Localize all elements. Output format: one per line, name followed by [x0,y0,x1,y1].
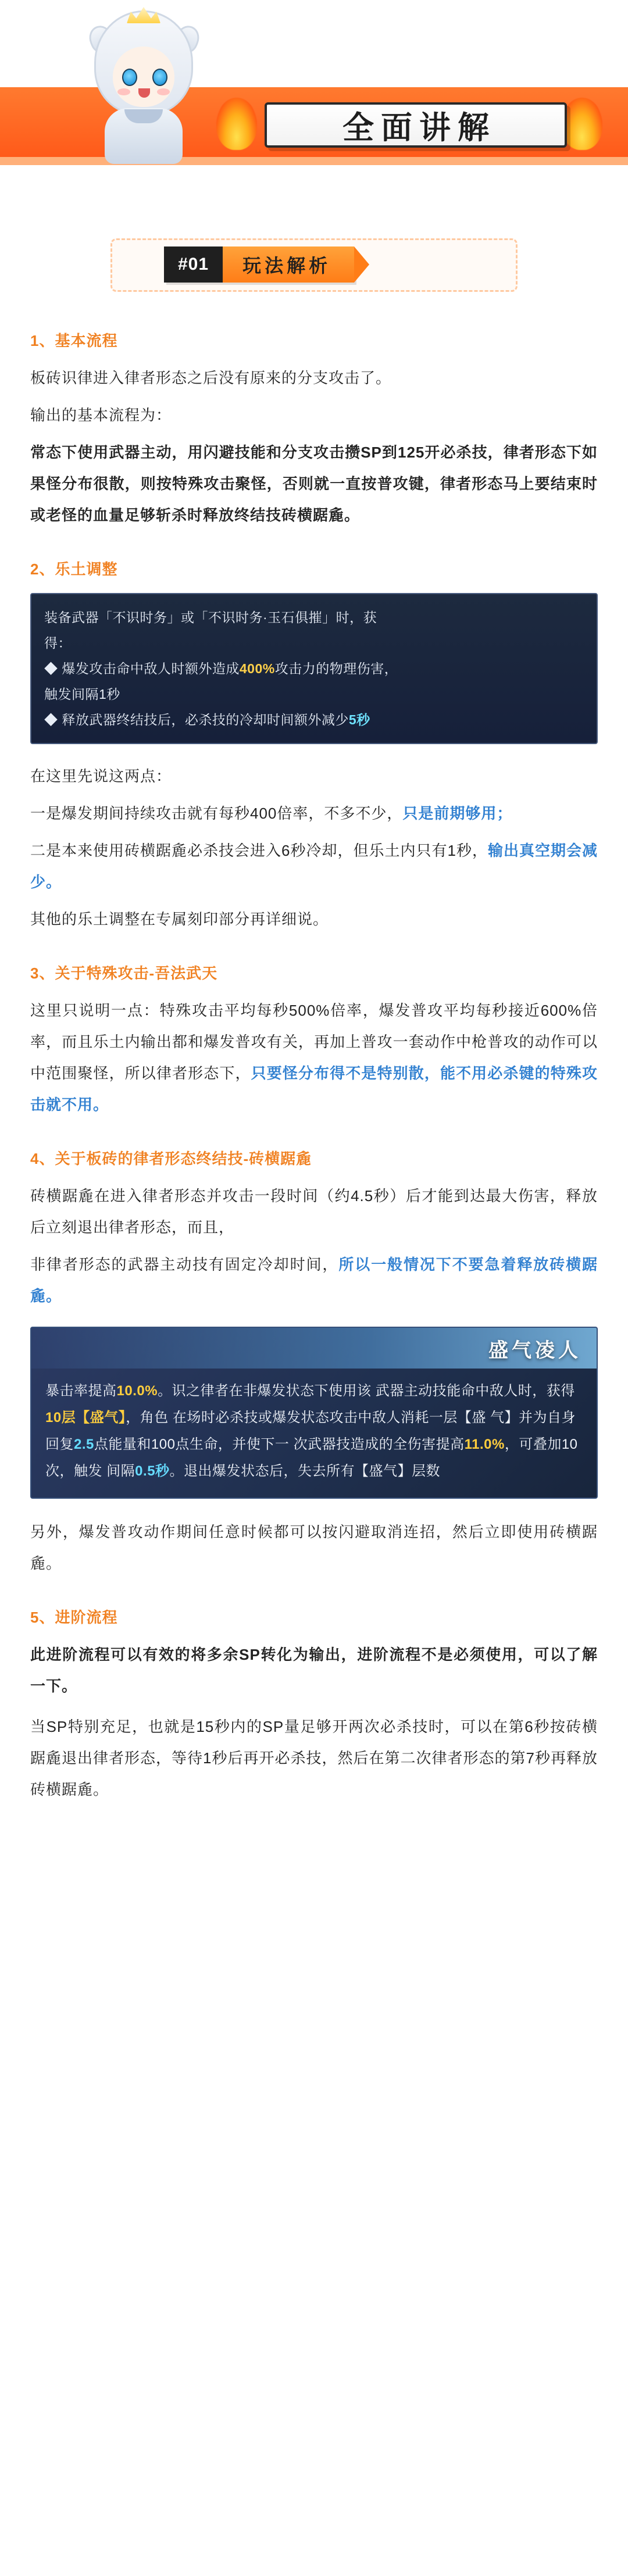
paragraph-emphasis: 只是前期够用； [402,805,513,822]
avatar-blush-left [117,88,130,95]
character-avatar [71,6,216,163]
avatar-eye-right [152,69,167,86]
skill-text: ，可叠加10次，触发 [45,1437,578,1479]
skill-text: 暴击率提高 [45,1383,117,1399]
paragraph: 输出的基本流程为： [30,406,172,424]
skill-value: 11.0% [464,1437,505,1452]
paragraph-emphasis: 所以一般情况下不要急着释放砖横踞麁。 [30,1256,598,1305]
paragraph: 在这里先说这两点： [30,767,172,785]
section-chip-inner [164,246,354,283]
tooltip-line [44,707,584,733]
paragraph-text: 二是本来使用砖横踞麁必杀技会进入6秒冷却，但乐土内只有1秒， [30,842,488,859]
paragraph-emphasis: 只要怪分布得不是特别散，能不用必杀键的特殊攻击就不用。 [30,1064,598,1113]
article-body [0,296,628,1846]
skill-text: 气】并为自身回复 [45,1410,576,1452]
tooltip-text: 装备武器「不识时务」或「不识时务·玉石俱摧」时，获 [44,610,377,625]
page-title [265,102,567,148]
section-chip [110,234,518,296]
skill-line [173,1410,490,1425]
paragraph [30,995,598,1120]
paragraph-highlight: 此进阶流程可以有效的将多余SP转化为输出，进阶流程不是必须使用，可以了解一下。 [30,1646,598,1695]
paragraph-text: 这里只说明一点：特殊攻击平均每秒500%倍率，爆发普攻平均每秒接近600%倍率，而且乐土内输出都和爆发普攻有关，再加上普攻一套动作中枪普攻的动作可以中范围聚怪，所以律者形态下， [30,1002,598,1082]
paragraph: 板砖识律进入律者形态之后没有原来的分支攻击了。 [30,369,392,387]
paragraph-highlight: 常态下使用武器主动，用闪避技能和分支攻击攒SP到125开必杀技，律者形态下如果怪分布很散，则按特殊攻击聚怪，否则就一直按普攻键，律者形态马上要结束时或老怪的血量足够斩杀时释放终结技砖横踞麁。 [30,444,598,524]
skill-text: 在场时必杀技或爆发状态攻击中敌人消耗一层【盛 [172,1410,486,1425]
skill-text: ，角色 [126,1410,169,1425]
skill-description [31,1369,597,1498]
skill-text: 点能量和100点生命，并使下一 [94,1437,290,1452]
heading-special-attack: 3、关于特殊攻击-吾法武天 [30,964,218,982]
flame-left-icon [216,98,257,150]
skill-value: 0.5秒 [135,1463,170,1479]
flame-right-icon [562,98,602,150]
paragraph: 其他的乐土调整在专属刻印部分再详细说。 [30,910,329,928]
paragraph: 砖横踞麁在进入律者形态并攻击一段时间（约4.5秒）后才能到达最大伤害，释放后立刻退出律者形态，而且， [30,1187,598,1236]
tooltip-value: 5秒 [348,712,370,727]
skill-line [106,1463,440,1479]
tooltip-line [44,630,584,656]
paragraph-text: 一是爆发期间持续攻击就有每秒400倍率，不多不少， [30,805,403,822]
tooltip-line [44,681,584,707]
section-label: 玩法解析 [223,246,354,283]
skill-text: 次武器技造成的全伤害提高 [293,1437,465,1452]
paragraph-emphasis: 输出真空期会减少。 [30,842,598,891]
skill-line [45,1383,376,1399]
page-header [0,0,628,221]
heading-advanced-flow: 5、进阶流程 [30,1609,118,1626]
skill-text: 武器主动技能命中敌人时，获得 [375,1383,575,1399]
skill-text: 间隔 [106,1463,135,1479]
tooltip-text: ◆ 释放武器终结技后，必杀技的冷却时间额外减少 [44,712,349,727]
tooltip-line [44,605,584,630]
weapon-skill-card [30,1327,598,1499]
heading-ultimate: 4、关于板砖的律者形态终结技-砖横踞麁 [30,1150,312,1167]
paragraph [30,798,598,829]
avatar-eye-left [122,69,137,86]
page-title-text: 全面讲解 [342,110,496,145]
crown-icon [127,7,160,23]
skill-text: 。识之律者在非爆发状态下使用该 [158,1383,372,1399]
skill-value: 10.0% [116,1383,158,1399]
weapon-effect-tooltip [30,593,598,744]
tooltip-text: 得： [44,635,72,651]
paragraph [30,835,598,898]
tooltip-text: 触发间隔1秒 [44,687,120,702]
paragraph: 另外，爆发普攻动作期间任意时候都可以按闪避取消连招，然后立即使用砖横踞麁。 [30,1523,598,1572]
tooltip-text: 攻击力的物理伤害， [274,661,398,676]
skill-value: 10层【盛气】 [45,1410,126,1425]
paragraph-text: 非律者形态的武器主动技有固定冷却时间， [30,1256,339,1273]
skill-card-header [31,1328,597,1369]
skill-text: 。退出爆发状态后，失去所有【盛气】层数 [169,1463,441,1479]
section-number: #01 [164,246,223,283]
avatar-blush-right [157,88,170,95]
skill-name: 盛气凌人 [488,1339,581,1362]
tooltip-value: 400% [239,661,275,676]
paragraph [30,1249,598,1312]
heading-paradise-adjust: 2、乐土调整 [30,560,118,578]
tooltip-line [44,656,584,681]
paragraph: 当SP特别充足，也就是15秒内的SP量足够开两次必杀技时，可以在第6秒按砖横踞麁退出律者形态，等待1秒后再开必杀技，然后在第二次律者形态的第7秒再释放砖横踞麁。 [30,1718,598,1798]
skill-value: 2.5 [74,1437,94,1452]
heading-basic-flow: 1、基本流程 [30,332,118,349]
tooltip-text: ◆ 爆发攻击命中敌人时额外造成 [44,661,240,676]
